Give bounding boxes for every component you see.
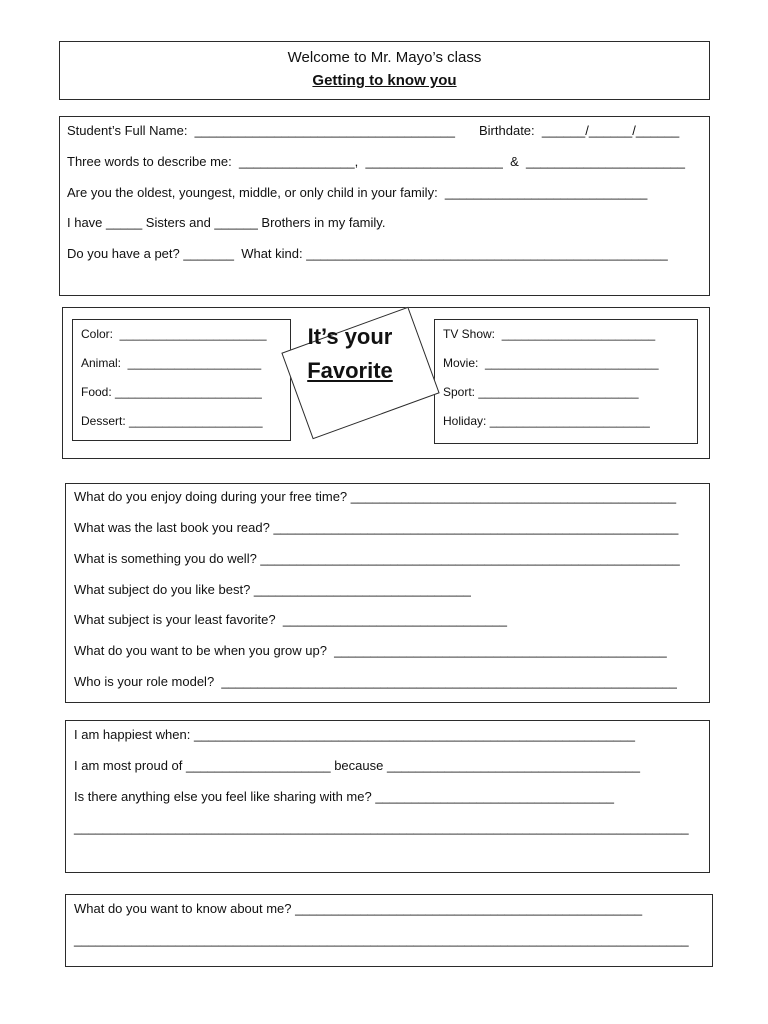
favorite-animal-field[interactable]: Animal: ____________________ [81,356,262,370]
page-subtitle: Getting to know you [312,72,457,89]
sharing-field[interactable]: Is there anything else you feel like sharing with me? _________________________________ [74,789,614,804]
role-model-question[interactable]: Who is your role model? _______________________________________________________________ [74,674,677,689]
sharing-continued-field[interactable]: _____________________________________________________________________________________ [74,820,689,835]
happiest-field[interactable]: I am happiest when: _____________________________________________________________ [74,727,635,742]
page-title: Welcome to Mr. Mayo’s class [287,49,482,66]
basic-info-section [59,116,710,296]
pet-field[interactable]: Do you have a pet? _______ What kind: __________________________________________________ [67,246,668,261]
full-name-field[interactable]: Student’s Full Name: ____________________________________ [67,123,455,138]
favorite-movie-field[interactable]: Movie: __________________________ [443,356,659,370]
proud-field[interactable]: I am most proud of ____________________ because ___________________________________ [74,758,641,773]
free-time-question[interactable]: What do you enjoy doing during your free time? _____________________________________________ [74,489,677,504]
best-subject-question[interactable]: What subject do you like best? ______________________________ [74,582,471,597]
birth-order-field[interactable]: Are you the oldest, youngest, middle, or only child in your family: ____________________________ [67,185,648,200]
favorite-food-field[interactable]: Food: ______________________ [81,385,262,399]
favorite-color-field[interactable]: Color: ______________________ [81,327,267,341]
favorite-sport-field[interactable]: Sport: ________________________ [443,385,639,399]
favorite-holiday-field[interactable]: Holiday: ________________________ [443,414,650,428]
know-about-me-field[interactable]: What do you want to know about me? ________________________________________________ [74,901,643,916]
least-favorite-subject-question[interactable]: What subject is your least favorite? _______________________________ [74,612,507,627]
favorite-heading-line2: Favorite [307,358,393,383]
birthdate-field[interactable]: Birthdate: ______/______/______ [479,123,680,138]
last-book-question[interactable]: What was the last book you read? ________________________________________________________ [74,520,679,535]
grow-up-question[interactable]: What do you want to be when you grow up? ______________________________________________ [74,643,667,658]
favorite-heading-line1: It’s your [307,324,393,349]
three-words-field[interactable]: Three words to describe me: ________________, ___________________ & ______________________ [67,154,686,169]
header-box [59,41,710,100]
know-about-me-continued-field[interactable]: _____________________________________________________________________________________ [74,932,689,947]
favorite-heading [300,320,400,388]
favorite-tv-show-field[interactable]: TV Show: _______________________ [443,327,656,341]
do-well-question[interactable]: What is something you do well? __________________________________________________________ [74,551,680,566]
favorite-dessert-field[interactable]: Dessert: ____________________ [81,414,263,428]
siblings-field[interactable]: I have _____ Sisters and ______ Brothers in my family. [67,215,386,230]
